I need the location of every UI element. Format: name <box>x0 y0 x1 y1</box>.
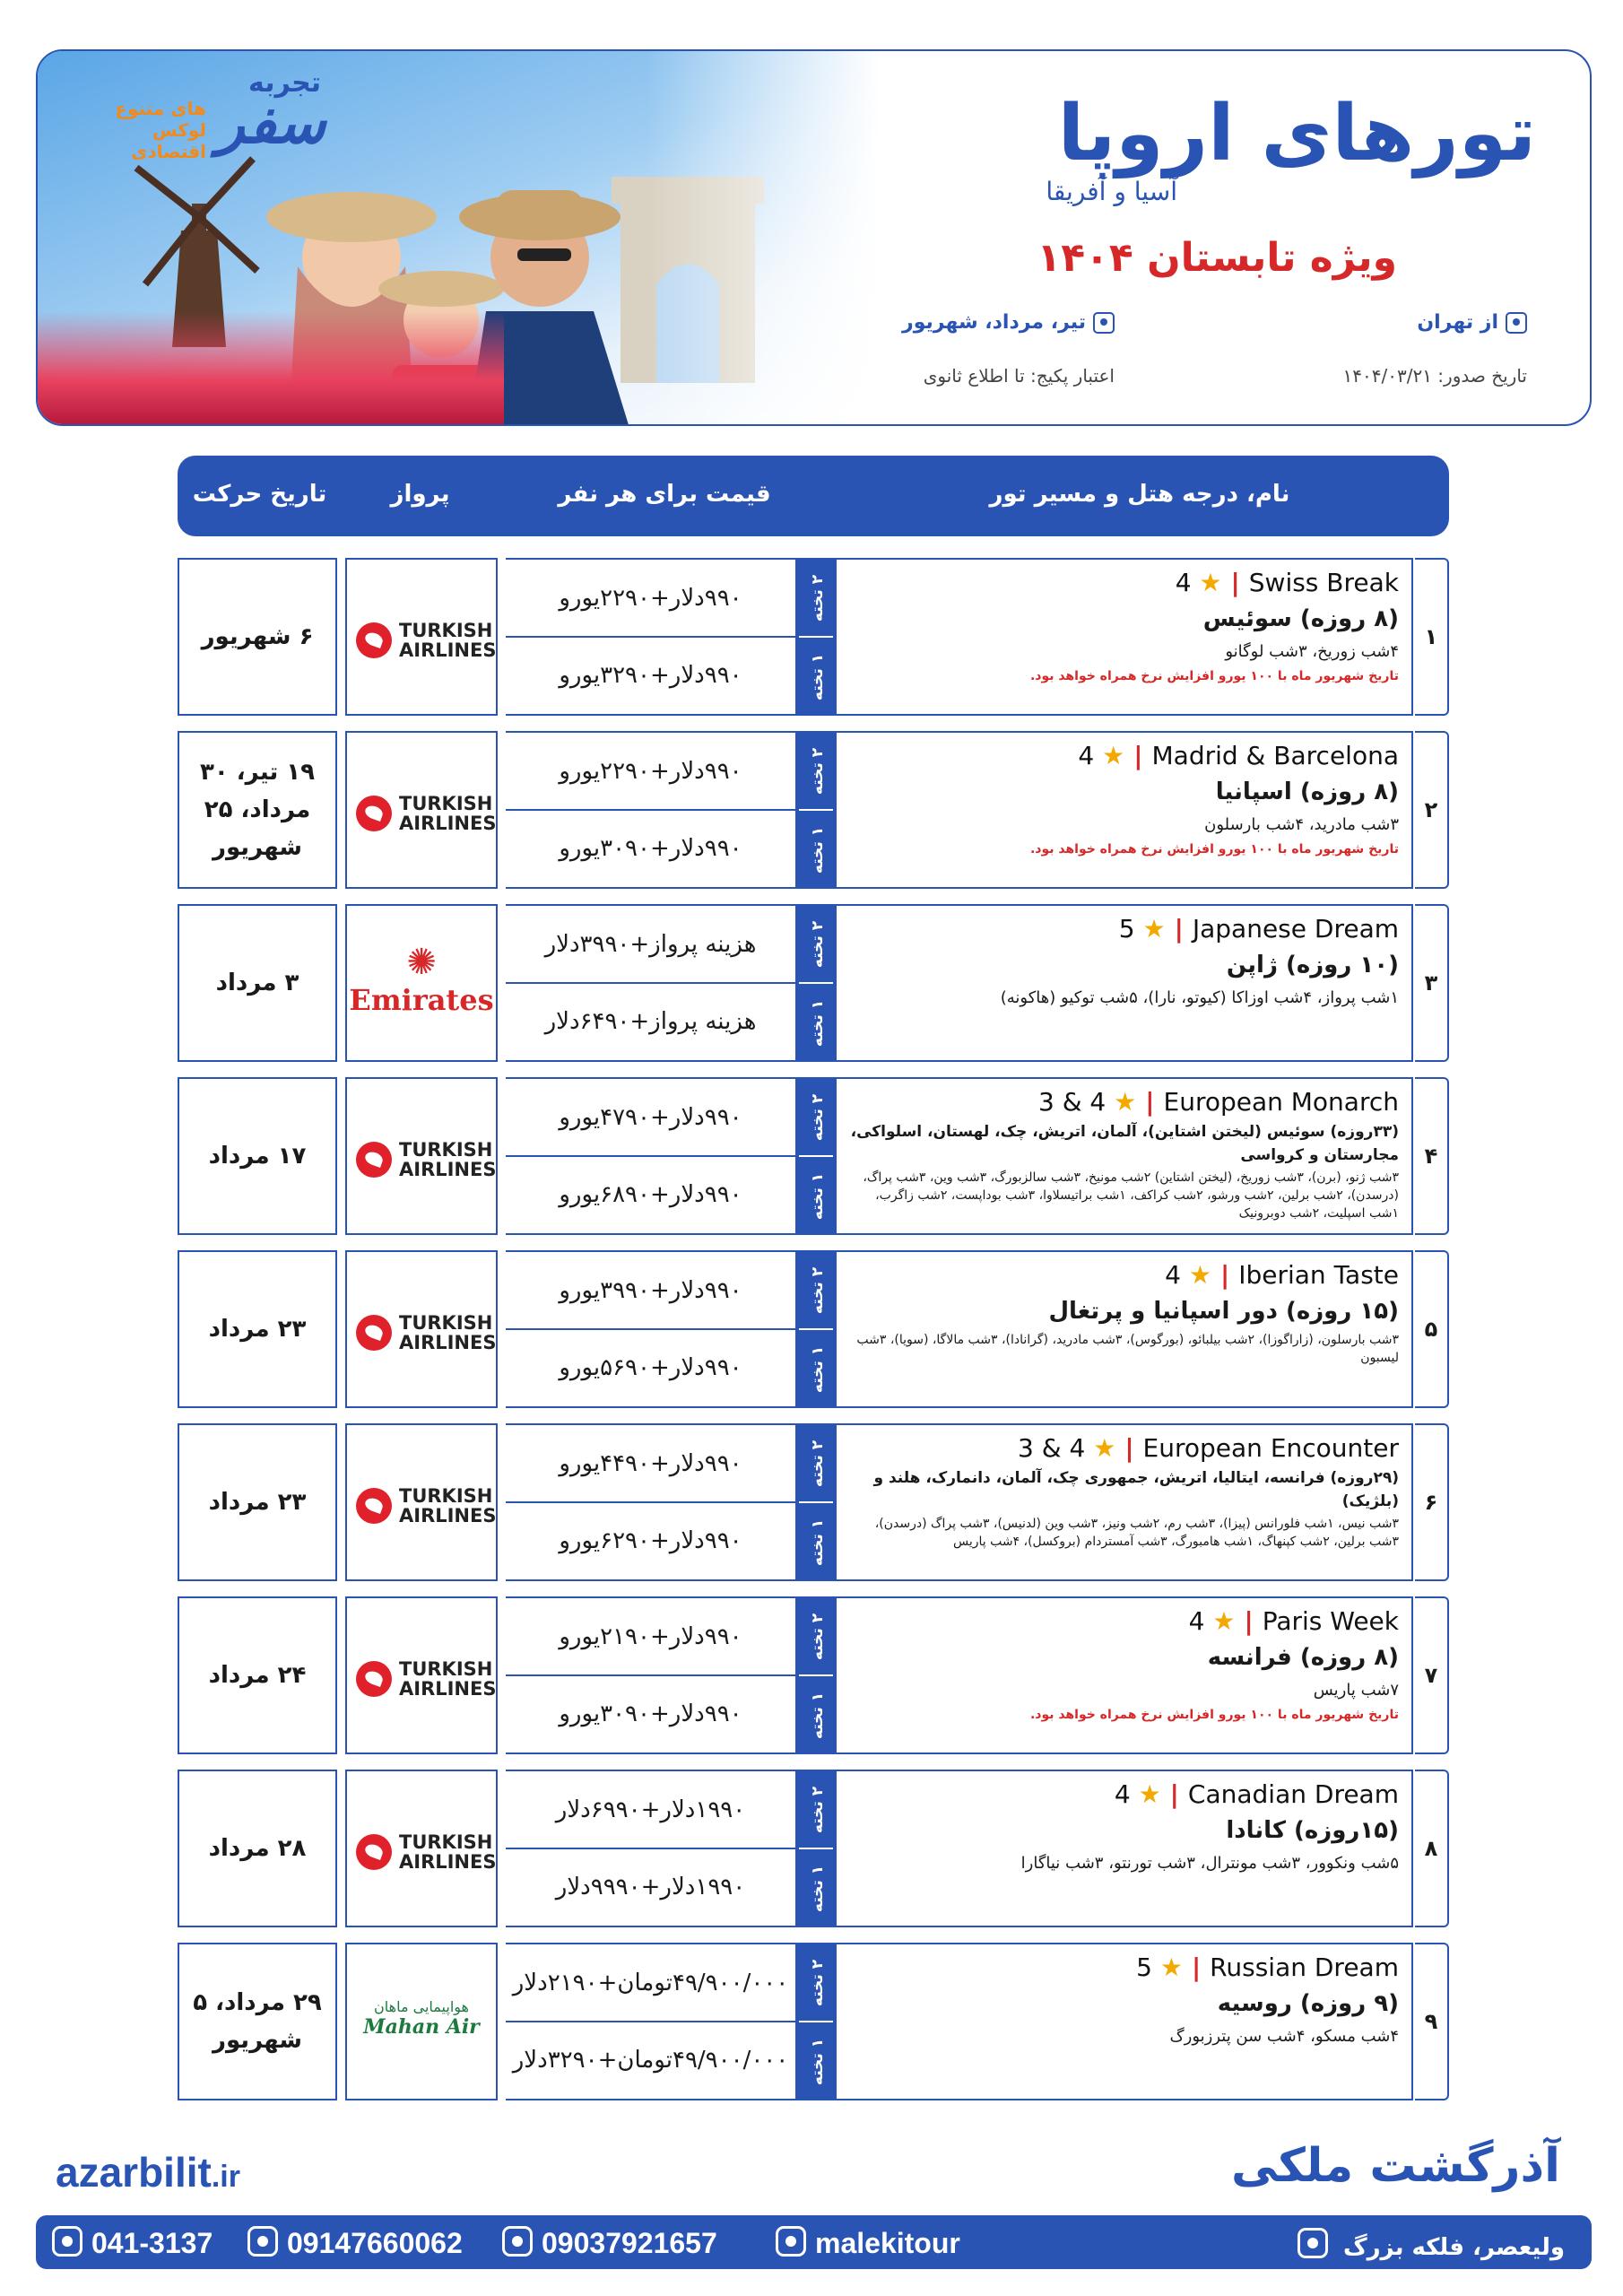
phone-icon <box>52 2226 82 2257</box>
tour-route: ۳شب ژنو، (برن)، ۳شب زوریخ، (لیختن اشتاین) ۲شب مونیخ، ۳شب سالزبورگ، ۳شب وین، ۳شب پراگ، (درسدن)، ۲شب برلین، ۲شب ورشو، ۲شب کراکف، ۱شب براتیسلاوا، ۳شب بوداپست، ۲شب زاگرب، ۱شب اسپلیت، ۲شب دوبرونیک <box>863 1170 1399 1221</box>
tour-price <box>506 1770 797 1927</box>
tour-price <box>506 1423 797 1581</box>
double-label: ۲ تخته <box>809 1439 827 1488</box>
double-label: ۲ تخته <box>809 1786 827 1834</box>
turkish-airlines-logo: TURKISH AIRLINES <box>347 787 496 840</box>
turkish-airlines-emblem-icon <box>356 1315 392 1351</box>
table-row <box>178 1423 1449 1581</box>
price-double: ۹۹۰دلار+۴۷۹۰یورو <box>559 1104 742 1131</box>
header-banner <box>36 49 1592 426</box>
double-label: ۲ تخته <box>809 1266 827 1315</box>
tour-title: (۱۵روزه) کانادا <box>1226 1817 1399 1844</box>
tour-name: 4 ★ | Swiss Break <box>1175 568 1399 597</box>
safar-logo <box>65 67 334 202</box>
price-single: ۹۹۰دلار+۳۰۹۰یورو <box>559 835 742 862</box>
table-row <box>178 731 1449 889</box>
price-single: ۹۹۰دلار+۶۸۹۰یورو <box>559 1181 742 1208</box>
tour-info <box>835 904 1413 1062</box>
price-single: ۹۹۰دلار+۶۲۹۰یورو <box>559 1527 742 1554</box>
tour-route: ۴شب زوریخ، ۳شب لوگانو <box>1225 642 1399 661</box>
tour-title: (۳۳روزه) سوئیس (لیختن اشتاین)، آلمان، اتریش، چک، لهستان، اسلواکی، مجارستان و کرواسی <box>850 1123 1399 1164</box>
departure-date: ۳ مرداد <box>178 904 337 1062</box>
tour-route: ۳شب بارسلون، (زاراگوزا)، ۲شب بیلبائو، (بورگوس)، ۳شب مادرید، (گرانادا)، ۳شب مالاگا، (سویا)، ۳شب لیسبون <box>856 1333 1399 1365</box>
mobile-contact[interactable]: 09037921657 <box>502 2226 717 2260</box>
table-row <box>178 1943 1449 2100</box>
room-type-labels <box>797 904 835 1062</box>
tour-route: ۷شب پاریس <box>1313 1681 1399 1700</box>
flower-field <box>38 311 504 426</box>
location-pin-icon <box>1506 312 1527 334</box>
room-type-labels <box>797 1250 835 1408</box>
table-row <box>178 1250 1449 1408</box>
tour-title: (۲۹روزه) فرانسه، ایتالیا، اتریش، جمهوری چک، آلمان، دانمارک، هلند و (بلژیک) <box>873 1469 1399 1510</box>
whatsapp-icon <box>247 2226 278 2257</box>
col-info-header: نام، درجه هتل و مسیر تور <box>989 481 1290 508</box>
whatsapp-contact[interactable]: 09147660062 <box>247 2226 463 2260</box>
tour-route: ۱شب پرواز، ۴شب اوزاکا (کیوتو، نارا)، ۵شب توکیو (هاکونه) <box>1000 988 1399 1007</box>
tour-price <box>506 558 797 716</box>
single-label: ۱ تخته <box>809 1518 827 1567</box>
phone-contact[interactable]: 041-3137 <box>52 2226 213 2260</box>
tour-title: (۸ روزه) اسپانیا <box>1215 778 1399 805</box>
tour-info <box>835 1596 1413 1754</box>
departure-date: ۱۹ تیر، ۳۰ مرداد، ۲۵ شهریور <box>178 731 337 889</box>
price-double: ۹۹۰دلار+۳۹۹۰یورو <box>559 1277 742 1304</box>
table-row <box>178 1596 1449 1754</box>
single-label: ۱ تخته <box>809 1865 827 1913</box>
airline <box>345 1077 498 1235</box>
tour-info <box>835 558 1413 716</box>
table-header <box>178 456 1449 536</box>
airline <box>345 904 498 1062</box>
tour-name: 4 ★ | Iberian Taste <box>1165 1260 1399 1290</box>
price-single: هزینه پرواز+۶۴۹۰دلار <box>544 1008 757 1035</box>
turkish-airlines-emblem-icon <box>356 1142 392 1178</box>
price-double: هزینه پرواز+۳۹۹۰دلار <box>544 931 757 958</box>
tour-note: تاریخ شهریور ماه با ۱۰۰ یورو افزایش نرخ همراه خواهد بود. <box>1029 842 1399 857</box>
location-pin-icon <box>1298 2228 1328 2258</box>
departure-date: ۱۷ مرداد <box>178 1077 337 1235</box>
validity: اعتبار پکیج: تا اطلاع ثانوی <box>923 365 1115 387</box>
turkish-airlines-emblem-icon <box>356 1661 392 1697</box>
tour-name: 4 ★ | Paris Week <box>1188 1606 1399 1636</box>
tour-title: (۸ روزه) سوئیس <box>1202 605 1399 632</box>
emirates-logo: ✺ Emirates <box>347 942 496 1017</box>
price-double: ۹۹۰دلار+۲۱۹۰یورو <box>559 1623 742 1650</box>
tour-title: (۱۰ روزه) ژاپن <box>1226 952 1399 978</box>
double-label: ۲ تخته <box>809 1613 827 1661</box>
price-single: ۹۹۰دلار+۳۰۹۰یورو <box>559 1700 742 1727</box>
tour-name: 5 ★ | Russian Dream <box>1136 1952 1399 1982</box>
tour-name: 5 ★ | Japanese Dream <box>1118 914 1399 944</box>
turkish-airlines-logo: TURKISH AIRLINES <box>347 1825 496 1879</box>
contact-bar <box>36 2215 1592 2269</box>
room-type-labels <box>797 1770 835 1927</box>
tour-name: 4 ★ | Madrid & Barcelona <box>1078 741 1399 770</box>
table-row <box>178 1077 1449 1235</box>
page-subtitle: آسیا و آفریقا <box>1046 177 1177 206</box>
tour-info <box>835 1943 1413 2100</box>
single-label: ۱ تخته <box>809 653 827 701</box>
price-single: ۱۹۹۰دلار+۹۹۹۰دلار <box>555 1874 746 1900</box>
single-label: ۱ تخته <box>809 826 827 874</box>
single-label: ۱ تخته <box>809 2038 827 2086</box>
months-info: تیر، مرداد، شهریور <box>902 311 1115 334</box>
departure-date: ۲۸ مرداد <box>178 1770 337 1927</box>
room-type-labels <box>797 1943 835 2100</box>
price-double: ۱۹۹۰دلار+۶۹۹۰دلار <box>555 1796 746 1823</box>
tour-price <box>506 1077 797 1235</box>
tour-name: 3 & 4 ★ | European Monarch <box>1037 1087 1399 1117</box>
tour-route: ۳شب نیس، ۱شب فلورانس (پیزا)، ۳شب رم، ۲شب ونیز، ۳شب وین (لدنیس)، ۳شب پراگ (درسدن)، ۳شب برلین، ۲شب کپنهاگ، ۱شب هامبورگ، ۳شب آمستردام (بروکسل)، ۴شب پاریس <box>874 1517 1399 1549</box>
star-icon: ★ <box>1138 1779 1161 1809</box>
tour-route: ۵شب ونکوور، ۳شب مونترال، ۳شب تورنتو، ۳شب نیاگارا <box>1020 1854 1399 1873</box>
room-type-labels <box>797 731 835 889</box>
double-label: ۲ تخته <box>809 574 827 622</box>
col-price-header: قیمت برای هر نفر <box>558 481 771 508</box>
row-number: ۲ <box>1415 731 1449 889</box>
airline <box>345 1596 498 1754</box>
turkish-airlines-emblem-icon <box>356 1488 392 1524</box>
room-type-labels <box>797 558 835 716</box>
col-date-header: تاریخ حرکت <box>192 481 327 508</box>
airline <box>345 1250 498 1408</box>
price-double: ۹۹۰دلار+۲۲۹۰یورو <box>559 585 742 612</box>
row-number: ۱ <box>1415 558 1449 716</box>
room-type-labels <box>797 1596 835 1754</box>
star-icon: ★ <box>1188 1260 1211 1290</box>
tour-price <box>506 1250 797 1408</box>
instagram-icon <box>776 2226 806 2257</box>
brand-tagline: های متنوع لوکس اقتصادی <box>115 98 206 162</box>
airline <box>345 1943 498 2100</box>
origin-info: از تهران <box>1417 311 1527 334</box>
calendar-icon <box>1093 312 1115 334</box>
tour-price <box>506 731 797 889</box>
turkish-airlines-logo: TURKISH AIRLINES <box>347 1306 496 1360</box>
tour-info <box>835 1770 1413 1927</box>
tour-price <box>506 1943 797 2100</box>
address: ولیعصر، فلکه بزرگ <box>1298 2228 1565 2261</box>
departure-date: ۲۳ مرداد <box>178 1423 337 1581</box>
tour-name: 4 ★ | Canadian Dream <box>1114 1779 1399 1809</box>
star-icon: ★ <box>1212 1606 1236 1636</box>
turkish-airlines-logo: TURKISH AIRLINES <box>347 1652 496 1706</box>
season-title: ویژه تابستان ۱۴۰۴ <box>1037 235 1397 281</box>
airline <box>345 1423 498 1581</box>
star-icon: ★ <box>1114 1087 1137 1117</box>
row-number: ۳ <box>1415 904 1449 1062</box>
tour-info <box>835 1250 1413 1408</box>
instagram-contact[interactable]: malekitour <box>776 2226 960 2260</box>
star-icon: ★ <box>1159 1952 1183 1982</box>
star-icon: ★ <box>1093 1433 1116 1463</box>
single-label: ۱ تخته <box>809 1172 827 1221</box>
price-double: ۴۹/۹۰۰/۰۰۰تومان+۲۱۹۰دلار <box>512 1970 789 1996</box>
tour-route: ۴شب مسکو، ۴شب سن پترزبورگ <box>1169 2027 1399 2046</box>
price-single: ۹۹۰دلار+۵۶۹۰یورو <box>559 1354 742 1381</box>
price-single: ۴۹/۹۰۰/۰۰۰تومان+۳۲۹۰دلار <box>512 2047 789 2074</box>
tour-price <box>506 904 797 1062</box>
room-type-labels <box>797 1077 835 1235</box>
row-number: ۴ <box>1415 1077 1449 1235</box>
price-double: ۹۹۰دلار+۴۴۹۰یورو <box>559 1450 742 1477</box>
tour-info <box>835 731 1413 889</box>
departure-date: ۲۴ مرداد <box>178 1596 337 1754</box>
single-label: ۱ تخته <box>809 1345 827 1394</box>
row-number: ۶ <box>1415 1423 1449 1581</box>
turkish-airlines-logo: TURKISH AIRLINES <box>347 1479 496 1533</box>
double-label: ۲ تخته <box>809 1959 827 2007</box>
star-icon: ★ <box>1102 741 1125 770</box>
single-label: ۱ تخته <box>809 999 827 1048</box>
tour-info <box>835 1423 1413 1581</box>
agency-logo: آذرگشت ملکی <box>1230 2139 1560 2193</box>
whatsapp-icon <box>502 2226 533 2257</box>
single-label: ۱ تخته <box>809 1692 827 1740</box>
tour-note: تاریخ شهریور ماه با ۱۰۰ یورو افزایش نرخ همراه خواهد بود. <box>1029 669 1399 683</box>
row-number: ۸ <box>1415 1770 1449 1927</box>
tour-title: (۱۵ روزه) دور اسپانیا و پرتغال <box>1048 1298 1399 1325</box>
turkish-airlines-logo: TURKISH AIRLINES <box>347 613 496 667</box>
tour-note: تاریخ شهریور ماه با ۱۰۰ یورو افزایش نرخ همراه خواهد بود. <box>1029 1708 1399 1722</box>
turkish-airlines-emblem-icon <box>356 796 392 831</box>
airline <box>345 558 498 716</box>
double-label: ۲ تخته <box>809 920 827 969</box>
departure-date: ۲۳ مرداد <box>178 1250 337 1408</box>
airline <box>345 731 498 889</box>
brand-small: تجربه <box>248 67 322 99</box>
turkish-airlines-emblem-icon <box>356 1834 392 1870</box>
tour-title: (۸ روزه) فرانسه <box>1207 1644 1399 1671</box>
double-label: ۲ تخته <box>809 1093 827 1142</box>
star-icon: ★ <box>1199 568 1222 597</box>
mahan-air-logo: هواپیمایی ماهان Mahan Air <box>363 1998 480 2039</box>
table-row <box>178 558 1449 716</box>
airline <box>345 1770 498 1927</box>
issue-date: تاریخ صدور: ۱۴۰۴/۰۳/۲۱ <box>1342 365 1527 387</box>
tour-title: (۹ روزه) روسیه <box>1217 1990 1399 2017</box>
emirates-emblem-icon: ✺ <box>406 942 437 983</box>
col-flight-header: پرواز <box>390 481 450 508</box>
turkish-airlines-logo: TURKISH AIRLINES <box>347 1133 496 1187</box>
brand-big: سفر <box>217 91 326 157</box>
tour-info <box>835 1077 1413 1235</box>
table-row <box>178 904 1449 1062</box>
star-icon: ★ <box>1142 914 1166 944</box>
page-title: تورهای اروپا <box>1057 89 1536 178</box>
price-single: ۹۹۰دلار+۳۲۹۰یورو <box>559 662 742 689</box>
tour-route: ۳شب مادرید، ۴شب بارسلون <box>1204 815 1399 834</box>
azarbilit-logo: azarbilit.ir <box>56 2149 240 2196</box>
hero-photo <box>38 51 881 426</box>
row-number: ۵ <box>1415 1250 1449 1408</box>
departure-date: ۲۹ مرداد، ۵ شهریور <box>178 1943 337 2100</box>
tour-price <box>506 1596 797 1754</box>
tour-name: 3 & 4 ★ | European Encounter <box>1018 1433 1399 1463</box>
room-type-labels <box>797 1423 835 1581</box>
price-double: ۹۹۰دلار+۲۲۹۰یورو <box>559 758 742 785</box>
row-number: ۹ <box>1415 1943 1449 2100</box>
departure-date: ۶ شهریور <box>178 558 337 716</box>
double-label: ۲ تخته <box>809 747 827 796</box>
turkish-airlines-emblem-icon <box>356 622 392 658</box>
row-number: ۷ <box>1415 1596 1449 1754</box>
table-row <box>178 1770 1449 1927</box>
